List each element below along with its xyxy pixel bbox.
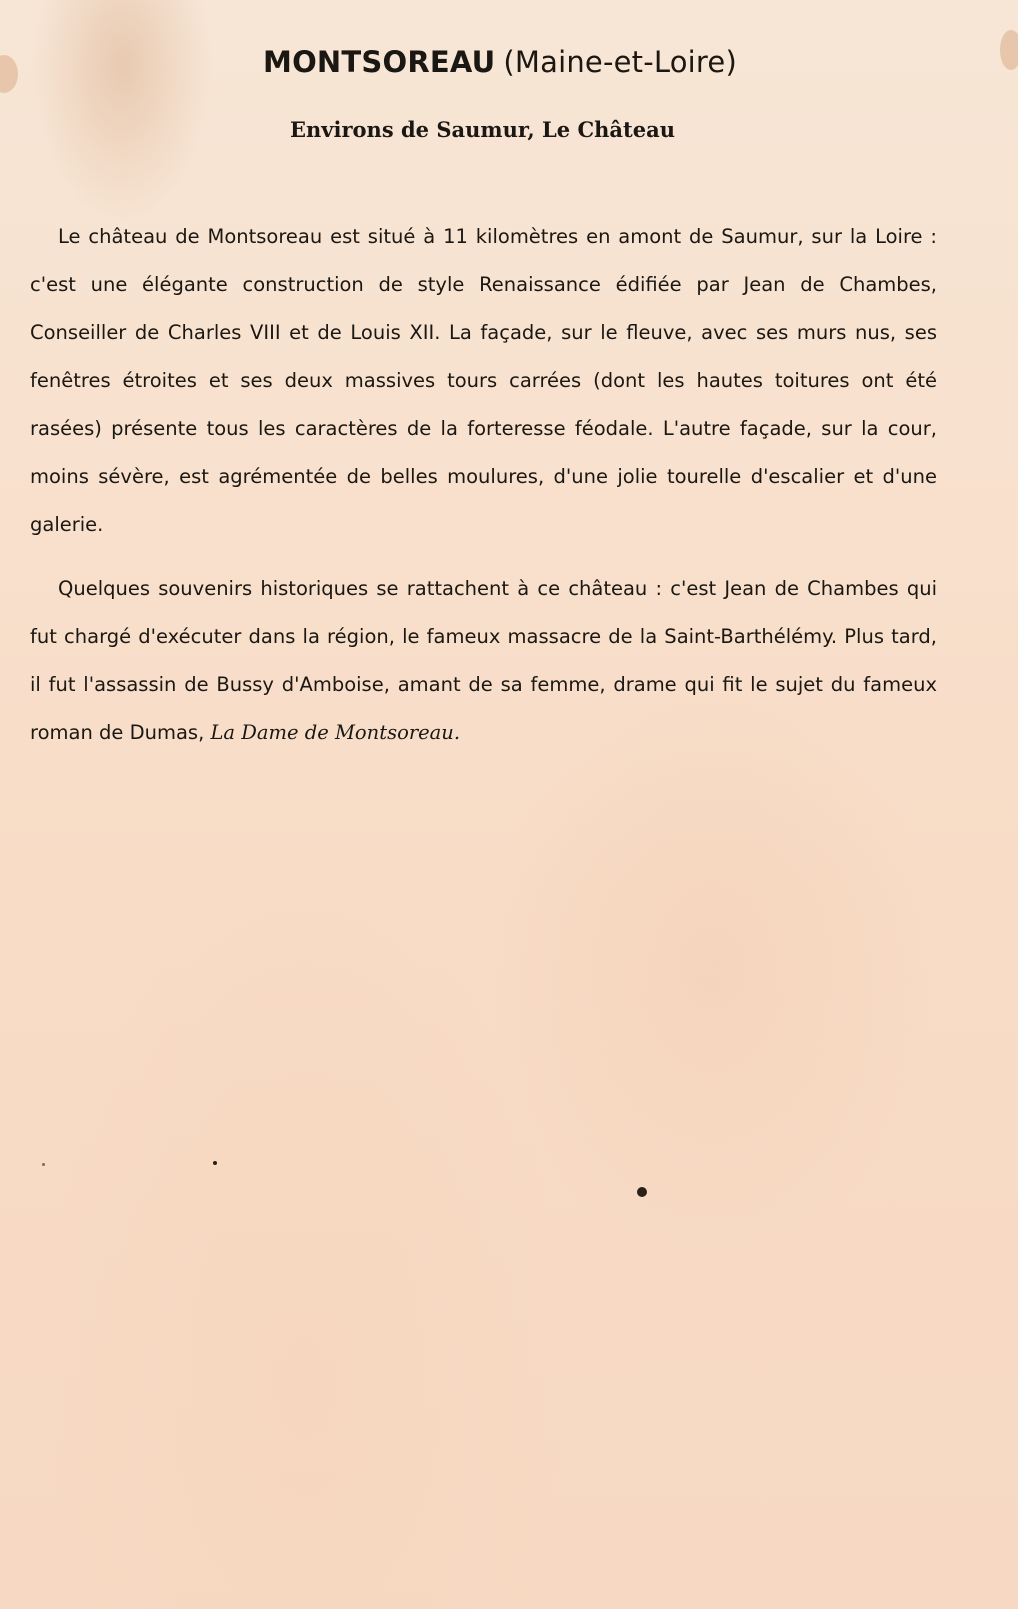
- paragraph-2-text: Quelques souvenirs historiques se rattachent à ce château : c'est Jean de Chambes qui fut chargé d'exécuter dans la région, le fameux massacre de la Saint-Barthélémy. Plus tard, il fut l'assassin de Bussy d'Amboise, amant de sa femme, drame qui fit le sujet du fameux roman de Dumas,: [30, 577, 937, 744]
- card-title: [0, 42, 1000, 82]
- age-stain: [1000, 30, 1018, 70]
- ink-speck: [42, 1163, 45, 1166]
- ink-spot: [637, 1187, 647, 1197]
- ink-speck: [213, 1161, 217, 1165]
- novel-title: La Dame de Montsoreau.: [210, 721, 461, 744]
- place-name: MONTSOREAU: [263, 45, 496, 79]
- department-name: (Maine-et-Loire): [503, 45, 737, 79]
- description-paragraph-2: [30, 565, 937, 757]
- card-subtitle: Environs de Saumur, Le Château: [290, 117, 675, 142]
- description-paragraph-1: Le château de Montsoreau est situé à 11 kilomètres en amont de Saumur, sur la Loire : c'est une élégante construction de style Renaissance édifiée par Jean de Chambes, Conseiller de Charles VIII et de Louis XII. La façade, sur le fleuve, avec ses murs nus, ses fenêtres étroites et ses deux massives tours carrées (dont les hautes toitures ont été rasées) présente tous les caractères de la forteresse féodale. L'autre façade, sur la cour, moins sévère, est agrémentée de belles moulures, d'une jolie tourelle d'escalier et d'une galerie.: [30, 225, 937, 536]
